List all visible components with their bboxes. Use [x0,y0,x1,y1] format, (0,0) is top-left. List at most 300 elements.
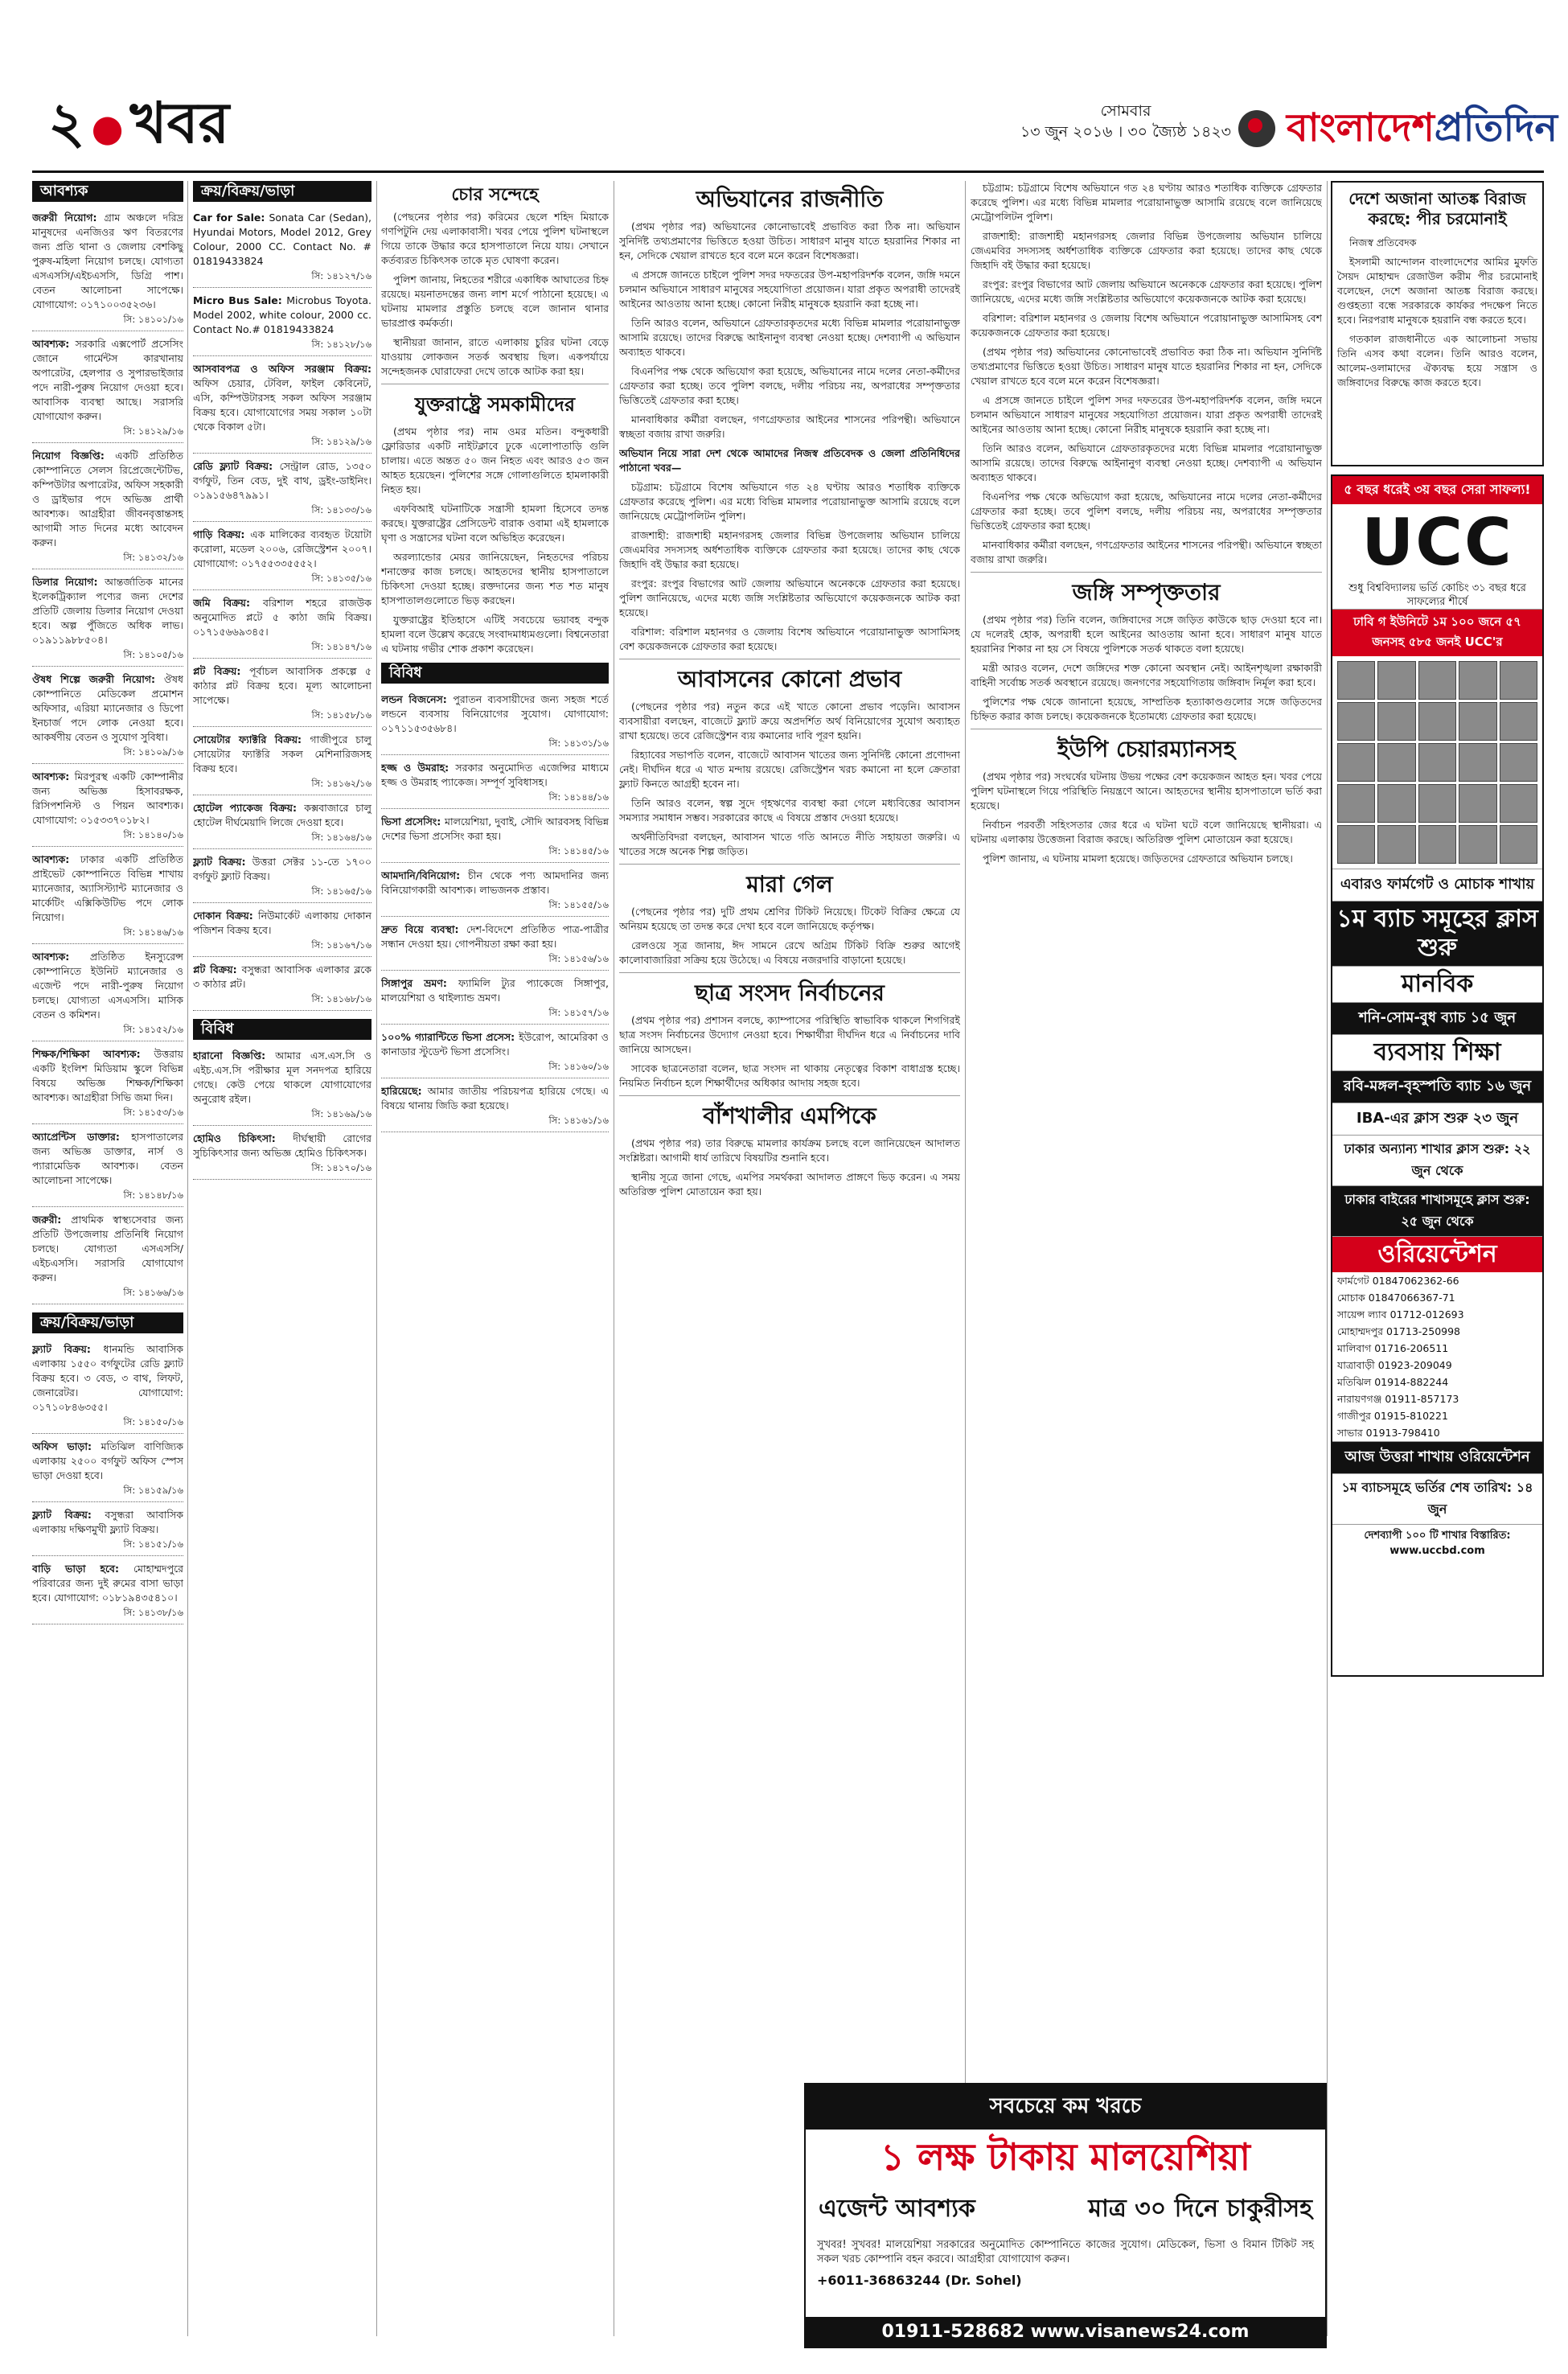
story-paragraph: এ প্রসঙ্গে জানতে চাইলে পুলিশ সদর দফতরের উপ-মহাপরিদর্শক বলেন, জঙ্গি দমনে চলমান অভিযানে সাধারণ মানুষের সহযোগিতা প্রয়োজন। যারা প্রকৃত অপরাধী তাদেরই আইনের আওতায় আনা হচ্ছে। কোনো নিরীহ মানুষকে হয়রানি করা হচ্ছে না। [971,394,1322,435]
story-paragraph: এফবিআই ঘটনাটিকে সন্ত্রাসী হামলা হিসেবে তদন্ত করছে। যুক্তরাষ্ট্রের প্রেসিডেন্ট বারাক ওবামা এই হামলাকে ঘৃণা ও সন্ত্রাসের ঘটনা বলে অভিহিত করেছেন। [381,503,609,544]
student-photo [1500,661,1537,700]
weekday: সোমবার [1100,102,1151,120]
classified-title: গাড়ি বিক্রয়: [193,528,251,540]
classified-code: সি: ১৪১৬৮/১৬ [311,993,371,1004]
classified-code: সি: ১৪১৩২/১৬ [123,552,183,563]
classified-text: উত্তরায় একটি ইংলিশ মিডিয়াম স্কুলে বিভিন্ন বিষয়ে অভিজ্ঞ শিক্ষক/শিক্ষিকা আবশ্যক। আগ্রহীরা সিভি জমা দিন। [32,1048,183,1103]
classified-code: সি: ১৪১২৮/১৬ [311,339,371,350]
classified-text: ধানমন্ডি আবাসিক এলাকায় ১৫৫০ বর্গফুটের রেডি ফ্ল্যাট বিক্রয় হবে। ৩ বেড, ৩ বাথ, লিফট, জেনারেটর। যোগাযোগ: ০১৭১০৮৪৬৩৫৫। [32,1343,183,1413]
branch-contact: ফার্মগেট 01847062362-66 [1337,1275,1459,1287]
branch-contact: মোচাক 01847066367-71 [1337,1292,1455,1304]
classified-code: সি: ১৪১৩৮/১৬ [123,1607,183,1618]
story-headline: অভিযানের রাজনীতি [696,186,884,212]
student-photo [1377,702,1415,741]
malaysia-job-ad [804,2083,1327,2348]
story-paragraph: রিহ্যাবের সভাপতি বলেন, বাজেটে আবাসন খাতের জন্য সুনির্দিষ্ট কোনো প্রণোদনা নেই। দীর্ঘদিন ধরে এ খাত মন্দায় রয়েছে। রেজিস্ট্রেশন খরচ কমানো না হলে ক্রেতারা ফ্ল্যাট কিনতে আগ্রহী হবেন না। [619,749,960,790]
story-paragraph: চট্টগ্রাম: চট্টগ্রামে বিশেষ অভিযানে গত ২৪ ঘণ্টায় আরও শতাধিক ব্যক্তিকে গ্রেফতার করেছে পুলিশ। এর মধ্যে বিভিন্ন মামলার পরোয়ানাভুক্ত আসামি রয়েছে বলে জানিয়েছে মেট্রোপলিটন পুলিশ। [971,182,1322,223]
globe-icon [1238,110,1275,147]
story-paragraph: নিজস্ব প্রতিবেদক [1349,236,1417,248]
classified-text: সরকার অনুমোদিত এজেন্সির মাধ্যমে হজ্জ ও উমরাহ প্যাকেজ। সম্পূর্ণ সুবিধাসহ। [381,762,609,788]
classified-title: ভিসা প্রসেসিং: [381,815,445,828]
ad-text-line: দেশব্যাপী ১০০ টি শাখার বিস্তারিত: www.uccbd.com [1332,1524,1542,1560]
classified-text: ঔষধ কোম্পানিতে মেডিকেল প্রমোশন অফিসার, এরিয়া ম্যানেজার ও ডিপো ইনচার্জ পদে লোক নেওয়া হবে। আকর্ষণীয় বেতন ও সুযোগ সুবিধা। [32,673,183,743]
story-body [619,220,960,442]
story-paragraph: মানবাধিকার কর্মীরা বলছেন, গণগ্রেফতার আইনের শাসনের পরিপন্থী। অভিযানে স্বচ্ছতা বজায় রাখা জরুরি। [619,413,960,440]
story-paragraph: রংপুর: রংপুর বিভাগের আট জেলায় অভিযানে অনেককে গ্রেফতার করা হয়েছে। পুলিশ জানিয়েছে, এদের মধ্যে জঙ্গি সংশ্লিষ্টতার অভিযোগে কয়েকজনকে আটক করা হয়েছে। [971,278,1322,305]
classified-code: সি: ১৪১৪৮/১৬ [123,1189,183,1201]
story-paragraph: তিনি আরও বলেন, স্বল্প সুদে গৃহঋণের ব্যবস্থা করা গেলে মধ্যবিত্তের আবাসন সমস্যার সমাধান সম্ভব। সরকারের কাছে এ বিষয়ে প্রস্তাব দেওয়া হয়েছে। [619,797,960,824]
classified-text: উত্তরা সেক্টর ১১-তে ১৭০০ বর্গফুট ফ্ল্যাট বিক্রয়। [193,856,371,882]
story-paragraph: (পেছনের পৃষ্ঠার পর) করিমের ছেলে শহিদ মিয়াকে গণপিটুনি দেয় এলাকাবাসী। খবর পেয়ে পুলিশ ঘটনাস্থলে গিয়ে তাকে উদ্ধার করে হাসপাতালে নিয়ে যায়। সেখানে কর্তব্যরত চিকিৎসক তাকে মৃত ঘোষণা করেন। [381,211,609,266]
classified-code: সি: ১৪১৬৪/১৬ [311,832,371,843]
ad-text-line: ঢাকার বাইরের শাখাসমূহে ক্লাস শুরু: ২৫ জুন থেকে [1332,1185,1542,1236]
classified-ad [32,1505,183,1556]
story-body [381,210,609,379]
classified-ad [381,812,609,863]
classified-ad [32,1437,183,1502]
classified-text: সেন্ট্রাল রোড, ১৩৫০ বর্গফুট, তিন বেড, দুই বাথ, ড্রইং-ডাইনিং। ০১৯১৫৬৪৭৯৯১। [193,460,371,501]
classified-code: সি: ১৪১৬৭/১৬ [311,939,371,951]
story-body [381,425,609,656]
classified-code: সি: ১৪১৬৬/১৬ [123,1287,183,1298]
section-heading: ক্রয়/বিক্রয়/ভাড়া [193,181,371,202]
classified-ad [381,974,609,1025]
classified-code: সি: ১৪১০৯/১৬ [123,746,183,758]
story-headline: চোর সন্দেহে [451,185,539,205]
classified-title: দোকান বিক্রয়: [193,910,258,922]
story-paragraph: বরিশাল: বরিশাল মহানগর ও জেলায় বিশেষ অভিযানে পরোয়ানাভুক্ত আসামিসহ বেশ কয়েকজনকে গ্রেফতার করা হয়েছে। [971,312,1322,339]
section-name: খবর [129,89,230,156]
classified-text: মোহাম্মদপুরে পরিবারের জন্য দুই রুমের বাসা ভাড়া হবে। যোগাযোগ: ০১৮১৯৪৩৫৪১০। [32,1563,183,1604]
section-heading: বিবিধ [193,1019,371,1040]
date-block [1013,101,1238,142]
boxed-story [1331,181,1544,466]
classified-text: কক্সবাজারে চালু হোটেল দীর্ঘমেয়াদি লিজে দেওয়া হবে। [193,802,371,828]
story-paragraph: (পেছনের পৃষ্ঠার পর) দুটি প্রথম শ্রেণির টিকিট নিয়েছে। টিকেট বিক্রির ক্ষেত্রে যে অনিয়ম হয়েছে তা তদন্ত করে দেখা হবে বলে জানিয়েছে কর্তৃপক্ষ। [619,906,960,932]
classified-ad [193,457,371,522]
branch-contact: মতিঝিল 01914-882244 [1337,1376,1449,1388]
classified-ad [32,1210,183,1304]
classified-text: ঢাকার একটি প্রতিষ্ঠিত প্রাইভেট কোম্পানিতে বিভিন্ন শাখায় ম্যানেজার, অ্যাসিস্ট্যান্ট ম্যানেজার ও মার্কেটিং এক্সিকিউটিভ পদে লোক নিয়োগ। [32,853,183,923]
classified-title: হজ্জ ও উমরাহ: [381,762,456,774]
story-headline: ছাত্র সংসদ নির্বাচনের [619,972,960,1007]
classified-ad [32,850,183,944]
classified-code: সি: ১৪১০৫/১৬ [123,649,183,660]
classified-text: Microbus Toyota. Model 2002, white colour, 2000 cc. Contact No.# 01819433824 [193,294,371,335]
story-paragraph: (প্রথম পৃষ্ঠার পর) অভিযানের কোনোভাবেই প্রভাবিত করা ঠিক না। অভিযান সুনির্দিষ্ট তথ্যপ্রমাণের ভিত্তিতে হওয়া উচিত। সাধারণ মানুষ যাতে হয়রানির শিকার না হন, সেদিকে খেয়াল রাখতে হবে বলে মনে করেন বিশেষজ্ঞরা। [971,346,1322,387]
story-headline: আবাসনের কোনো প্রভাব [619,659,960,693]
ad-text-line: ওরিয়েন্টেশন [1332,1236,1542,1272]
classified-title: ফ্ল্যাট বিক্রয়: [32,1509,105,1521]
classified-text: প্রাথমিক স্বাস্থ্যসেবার জন্য প্রতিটি উপজেলায় প্রতিনিধি নিয়োগ চলছে। যোগ্যতা এসএসসি/এইচএসসি। সরাসরি যোগাযোগ করুন। [32,1214,183,1284]
story-paragraph: চট্টগ্রাম: চট্টগ্রামে বিশেষ অভিযানে গত ২৪ ঘণ্টায় আরও শতাধিক ব্যক্তিকে গ্রেফতার করেছে পুলিশ। এর মধ্যে বিভিন্ন মামলার পরোয়ানাভুক্ত আসামি রয়েছে বলে জানিয়েছে মেট্রোপলিটন পুলিশ। [619,481,960,522]
classified-ad [381,920,609,971]
classified-text: পূর্বাচল আবাসিক প্রকল্পে ৫ কাঠার প্লট বিক্রয় হবে। মূল্য আলোচনা সাপেক্ষে। [193,665,371,706]
student-photo-grid [1332,656,1542,869]
student-photo [1418,702,1456,741]
classified-code: সি: ১৪১৪০/১৬ [123,829,183,840]
classified-ad [193,730,371,795]
classified-code: সি: ১৪১৪৪/১৬ [548,791,609,803]
classified-title: হারিয়েছে: [381,1085,428,1097]
ad-agent-text: এজেন্ট আবশ্যক [819,2195,975,2223]
story-paragraph: (প্রথম পৃষ্ঠার পর) অভিযানের কোনোভাবেই প্রভাবিত করা ঠিক না। অভিযান সুনির্দিষ্ট তথ্যপ্রমাণের ভিত্তিতে হওয়া উচিত। সাধারণ মানুষ যাতে হয়রানির শিকার না হন, সেদিকে খেয়াল রাখতে হবে বলে মনে করেন বিশেষজ্ঞরা। [619,220,960,261]
classified-title: আবশ্যক: [32,951,90,963]
red-dot-icon: ● [91,106,124,150]
story-paragraph: গতকাল রাজধানীতে এক আলোচনা সভায় তিনি এসব কথা বলেন। তিনি আরও বলেন, আলেম-ওলামাদের ঐক্যবদ্ধ হয়ে সন্ত্রাস ও জঙ্গিবাদের বিরুদ্ধে কাজ করতে হবে। [1337,333,1537,388]
student-photo [1337,661,1375,700]
classified-list [32,208,183,1304]
ad-text-line: রবি-মঙ্গল-বৃহস্পতি ব্যাচ ১৬ জুন [1332,1070,1542,1103]
news-column-3 [381,181,609,2336]
classified-title: Car for Sale: [193,212,269,224]
ucc-coaching-ad [1331,474,1544,1677]
student-photo [1500,743,1537,782]
classified-code: সি: ১৪১৫২/১৬ [123,1024,183,1035]
classified-title: হারানো বিজ্ঞপ্তি: [193,1049,276,1062]
ad-text-line: শনি-সোম-বুধ ব্যাচ ১৫ জুন [1332,1002,1542,1034]
classified-ad [381,758,609,809]
classified-list [193,208,371,1011]
classified-ad [381,1028,609,1078]
branch-contact: সায়েন্স ল্যাব 01712-012693 [1337,1308,1464,1320]
classified-text: সরকারি এক্সপোর্ট প্রসেসিং জোনে গার্মেন্টস কারখানায় অপারেটর, হেলপার ও সুপারভাইজার পদে নারী-পুরুষ নিয়োগ দেওয়া হবে। আবাসিক ব্যবস্থা আছে। সরাসরি যোগাযোগ করুন। [32,338,183,422]
classified-ad [193,1046,371,1126]
date-text: ১৩ জুন ২০১৬ । ৩০ জ্যৈষ্ঠ ১৪২৩ [1020,123,1232,141]
ad-banner: ৫ বছর ধরেই ৩য় বছর সেরা সাফল্য! [1332,476,1542,504]
classified-text: মতিঝিল বাণিজ্যিক এলাকায় ২৫০০ বর্গফুট অফিস স্পেস ভাড়া দেওয়া হবে। [32,1440,183,1481]
student-photo [1377,784,1415,823]
story-paragraph: এ প্রসঙ্গে জানতে চাইলে পুলিশ সদর দফতরের উপ-মহাপরিদর্শক বলেন, জঙ্গি দমনে চলমান অভিযানে সাধারণ মানুষের সহযোগিতা প্রয়োজন। যারা প্রকৃত অপরাধী তাদেরই আইনের আওতায় আনা হচ্ছে। কোনো নিরীহ মানুষকে হয়রানি করা হচ্ছে না। [619,269,960,310]
classified-title: ১০০% গ্যারান্টিতে ভিসা প্রসেস: [381,1031,519,1043]
classified-text: ইউরোপ, আমেরিকা ও কানাডার স্টুডেন্ট ভিসা প্রসেসিং। [381,1031,609,1058]
branch-contact: মালিবাগ 01716-206511 [1337,1342,1449,1354]
story-headline: মারা গেল [619,864,960,898]
student-photo [1377,661,1415,700]
story-paragraph: সাবেক ছাত্রনেতারা বলেন, ছাত্র সংসদ না থাকায় নেতৃত্বের বিকাশ বাধাগ্রস্ত হচ্ছে। নিয়মিত নির্বাচন হলে শিক্ষার্থীদের অধিকার আদায় সহজ হবে। [619,1062,960,1089]
ad-top-line: সবচেয়ে কম খরচে [806,2084,1325,2130]
ad-footer: 01911-528682 www.visanews24.com [806,2317,1325,2347]
classified-ad [32,1127,183,1207]
newspaper-logo [1238,92,1558,157]
branch-contact: নারায়ণগঞ্জ 01911-857173 [1337,1393,1459,1405]
classified-code: সি: ১৪১৪৭/১৬ [311,641,371,652]
classified-title: প্লট বিক্রয়: [193,963,242,975]
classified-code: সি: ১৪১২৯/১৬ [311,436,371,447]
classified-code: সি: ১৪১৬২/১৬ [311,778,371,789]
student-photo [1500,825,1537,864]
classified-ad [193,960,371,1011]
story-paragraph: রাজশাহী: রাজশাহী মহানগরসহ জেলার বিভিন্ন উপজেলায় অভিযান চালিয়ে জেএমবির সদস্যসহ অর্ধশতাধিক ব্যক্তিকে গ্রেফতার করা হয়েছে। তাদের কাছ থেকে জিহাদি বই উদ্ধার করা হয়েছে। [619,529,960,570]
classified-code: সি: ১৪১৬০/১৬ [548,1061,609,1072]
classified-list [32,1340,183,1624]
classified-title: জরুরী: [32,1214,72,1226]
story-body [971,613,1322,724]
story-paragraph: (প্রথম পৃষ্ঠার পর) সংঘর্ষের ঘটনায় উভয় পক্ষের বেশ কয়েকজন আহত হন। খবর পেয়ে পুলিশ ঘটনাস্থলে গিয়ে পরিস্থিতি নিয়ন্ত্রণে আনে। আহতদের স্থানীয় হাসপাতালে ভর্তি করা হয়েছে। [971,770,1322,811]
story-body [971,770,1322,866]
classified-text: গ্রাম অঞ্চলে দরিদ্র মানুষদের এনজিওর ঋণ বিতরণের জন্য প্রতি থানা ও জেলায় বেশকিছু পুরুষ-মহিলা নিয়োগ চলছে। যোগ্যতা এসএসসি/এইচএসসি, ডিগ্রি পাশ। বেতন আলোচনা সাপেক্ষে। যোগাযোগ: ০১৭১০০৩৫২৩৬। [32,212,183,310]
ad-text-line: ঢাকার অন্যান্য শাখার ক্লাস শুরু: ২২ জুন থেকে [1332,1135,1542,1185]
ucc-logo: UCC [1361,505,1513,580]
classified-code: সি: ১৪১৫১/১৬ [123,1538,183,1550]
classified-ad [32,1045,183,1124]
story-paragraph: মানবাধিকার কর্মীরা বলছেন, গণগ্রেফতার আইনের শাসনের পরিপন্থী। অভিযানে স্বচ্ছতা বজায় রাখা জরুরি। [971,539,1322,565]
classified-title: হোটেল প্যাকেজ বিক্রয়: [193,802,305,814]
classified-code: সি: ১৪১২৭/১৬ [311,270,371,281]
classifieds-column-1 [32,181,183,2336]
classified-code: সি: ১৪১২৯/১৬ [123,425,183,437]
classified-title: প্লট বিক্রয়: [193,665,250,677]
classified-text: অফিস চেয়ার, টেবিল, ফাইল কেবিনেট, এসি, কম্পিউটারসহ সকল অফিস সরঞ্জাম বিক্রয় হবে। যোগাযোগের সময় সকাল ১০টা থেকে বিকাল ৫টা। [193,377,371,433]
classified-ad [193,852,371,903]
masthead-rule [32,170,1544,173]
student-photo [1459,743,1496,782]
story-paragraph: পুলিশ জানায়, নিহতের শরীরে একাধিক আঘাতের চিহ্ন রয়েছে। ময়নাতদন্তের জন্য লাশ মর্গে পাঠানো হয়েছে। এ ঘটনায় মামলার প্রস্তুতি চলছে বলে জানান থানার ভারপ্রাপ্ত কর্মকর্তা। [381,273,609,329]
classified-title: আবশ্যক: [32,338,76,350]
classified-title: জমি বিক্রয়: [193,597,264,609]
story-paragraph: তিনি আরও বলেন, অভিযানে গ্রেফতারকৃতদের মধ্যে বিভিন্ন মামলার পরোয়ানাভুক্ত আসামি রয়েছে। তাদের বিরুদ্ধে আইনানুগ ব্যবস্থা নেওয়া হচ্ছে। দেশব্যাপী এ অভিযান অব্যাহত থাকবে। [619,317,960,358]
classified-ad [193,799,371,849]
classified-code: সি: ১৪১৫৬/১৬ [548,953,609,964]
story-body [971,181,1322,567]
classified-code: সি: ১৪১৪৫/১৬ [548,845,609,856]
classified-title: অ্যাপ্রেন্টিস ডাক্তার: [32,1131,132,1143]
classified-title: দ্রুত বিয়ে ব্যবস্থা: [381,923,466,935]
student-photo [1418,784,1456,823]
classified-ad [193,1129,371,1180]
student-photo [1337,784,1375,823]
classifieds-column-2 [193,181,371,2336]
classified-title: সোয়েটার ফ্যাক্টরি বিক্রয়: [193,733,310,745]
ad-result-line: ঢাবি গ ইউনিটে ১ম ১০০ জনে ৫৭ জনসহ ৫৮৫ জনই UCC'র [1332,609,1542,656]
story-body [619,700,960,859]
page-number: ২ [48,89,85,156]
story-paragraph: যুক্তরাষ্ট্রের ইতিহাসে এটিই সবচেয়ে ভয়াবহ বন্দুক হামলা বলে উল্লেখ করেছে সংবাদমাধ্যমগুলো। বিশ্বনেতারা এ ঘটনায় গভীর শোক প্রকাশ করেছেন। [381,614,609,655]
ad-text-line: ১ম ব্যাচসমূহে ভর্তির শেষ তারিখ: ১৪ জুন [1332,1473,1542,1524]
classified-text: দেশ-বিদেশে প্রতিষ্ঠিত পাত্র-পাত্রীর সন্ধান দেওয়া হয়। গোপনীয়তা রক্ষা করা হয়। [381,923,609,950]
story-headline: ইউপি চেয়ারম্যানসহ [971,729,1322,763]
story-paragraph: (প্রথম পৃষ্ঠার পর) তিনি বলেন, জঙ্গিবাদের সঙ্গে জড়িত কাউকে ছাড় দেওয়া হবে না। যে দলেরই হোক, অপরাধী হলে আইনের আওতায় আনা হবে। সাধারণ মানুষ যাতে হয়রানির শিকার না হয় সে বিষয়ে পুলিশকে সতর্ক থাকতে বলা হয়েছে। [971,614,1322,655]
classified-list [381,690,609,1132]
classified-code: সি: ১৪১৩১/১৬ [548,737,609,749]
student-photo [1459,825,1496,864]
classified-title: ডিলার নিয়োগ: [32,576,105,588]
classified-ad [32,1340,183,1434]
classified-ad [381,866,609,917]
story-paragraph: রংপুর: রংপুর বিভাগের আট জেলায় অভিযানে অনেককে গ্রেফতার করা হয়েছে। পুলিশ জানিয়েছে, এদের মধ্যে জঙ্গি সংশ্লিষ্টতার অভিযোগে কয়েকজনকে আটক করা হয়েছে। [619,577,960,618]
story-paragraph: বিএনপির পক্ষ থেকে অভিযোগ করা হয়েছে, অভিযানের নামে দলের নেতা-কর্মীদের গ্রেফতার করা হচ্ছে। তবে পুলিশ বলছে, দলীয় পরিচয় নয়, অপরাধের সম্পৃক্ততার ভিত্তিতেই গ্রেফতার করা হচ্ছে। [971,491,1322,532]
page-section-label [48,91,229,160]
student-photo [1459,661,1496,700]
story-paragraph: নির্বাচন পরবর্তী সহিংসতার জের ধরে এ ঘটনা ঘটে বলে জানিয়েছে স্থানীয়রা। এ ঘটনায় এলাকায় উত্তেজনা বিরাজ করছে। অতিরিক্ত পুলিশ মোতায়েন করা হয়েছে। [971,819,1322,845]
classified-ad [193,291,371,356]
classified-code: সি: ১৪১৫৮/১৬ [311,709,371,721]
news-column-4 [619,181,960,2336]
classified-text: চীন থেকে পণ্য আমদানির জন্য বিনিয়োগকারী আবশ্যক। লাভজনক প্রস্তাব। [381,869,609,896]
student-photo [1459,784,1496,823]
classified-text: নিউমার্কেট এলাকায় দোকান পজিশন বিক্রয় হবে। [193,910,371,936]
classified-title: লন্ডন বিজনেস: [381,693,454,705]
classified-code: সি: ১৪১৬১/১৬ [548,1115,609,1126]
classified-text: বরিশাল শহরে রাজউক অনুমোদিত প্লটে ৫ কাঠা জমি বিক্রয়। ০১৭১৫৬৬৯৩৪৫। [193,597,371,638]
branch-contact: যাত্রাবাড়ী 01923-209049 [1337,1359,1452,1371]
section-heading: আবশ্যক [32,181,183,202]
classified-ad [193,208,371,288]
classified-text: আন্তর্জাতিক মানের ইলেকট্রিক্যাল পণ্যের জন্য দেশের প্রতিটি জেলায় ডিলার নিয়োগ দেওয়া হবে। অল্প পুঁজিতে অধিক লাভ। ০১৯১১৯৮৮৫০৪। [32,576,183,646]
story-subhead: অভিযান নিয়ে সারা দেশ থেকে আমাদের নিজস্ব প্রতিবেদক ও জেলা প্রতিনিধিদের পাঠানো খবর— [619,447,960,474]
classified-code: সি: ১৪১৩৩/১৬ [311,504,371,515]
student-photo [1337,702,1375,741]
classified-ad [193,662,371,727]
classified-code: সি: ১৪১৬৯/১৬ [311,1108,371,1119]
ad-text-line: আজ উত্তরা শাখায় ওরিয়েন্টেশন [1332,1441,1542,1473]
story-headline: জঙ্গি সম্পৃক্ততার [971,572,1322,606]
story-paragraph: বরিশাল: বরিশাল মহানগর ও জেলায় বিশেষ অভিযানে পরোয়ানাভুক্ত আসামিসহ বেশ কয়েকজনকে গ্রেফতার করা হয়েছে। [619,626,960,652]
classified-title: হোমিও চিকিৎসা: [193,1132,293,1144]
student-photo [1500,702,1537,741]
classified-text: একটি প্রতিষ্ঠিত কোম্পানিতে সেলস রিপ্রেজেন্টেটিভ, কম্পিউটার অপারেটর, অফিস সহকারী ও ড্রাইভার পদে অভিজ্ঞ প্রার্থী আবশ্যক। আগ্রহীরা জীবনবৃত্তান্তসহ আগামী সাত দিনের মধ্যে আবেদন করুন। [32,450,183,548]
story-paragraph: অরল্যান্ডোর মেয়র জানিয়েছেন, নিহতদের পরিচয় শনাক্তের কাজ চলছে। আহতদের স্থানীয় হাসপাতালে চিকিৎসা দেওয়া হচ্ছে। রক্তদানের জন্য শত শত মানুষ হাসপাতালগুলোতে ভিড় করছেন। [381,551,609,606]
classified-code: সি: ১৪১৫৩/১৬ [123,1107,183,1118]
classified-code: সি: ১৪১০১/১৬ [123,314,183,325]
story-paragraph: স্থানীয় সূত্রে জানা গেছে, এমপির সমর্থকরা আদালত প্রাঙ্গণে ভিড় করেন। এ সময় অতিরিক্ত পুলিশ মোতায়েন করা হয়। [619,1171,960,1197]
story-paragraph: রেলওয়ে সূত্র জানায়, ঈদ সামনে রেখে অগ্রিম টিকিট বিক্রি শুরুর আগেই কালোবাজারিরা সক্রিয় হয়ে উঠেছে। এ বিষয়ে নজরদারি বাড়ানো হয়েছে। [619,939,960,966]
story-body [619,1013,960,1090]
column-divider [187,181,188,2336]
classified-ad [32,208,183,331]
ad-row [806,2184,1325,2235]
ad-tagline: শুধু বিশ্ববিদ্যালয় ভর্তি কোচিং ৩১ বছর ধরে সাফল্যের শীর্ষে [1348,582,1526,608]
classified-text: আমার এস.এস.সি ও এইচ.এস.সি পরীক্ষার মূল সনদপত্র হারিয়ে গেছে। কেউ পেয়ে থাকলে যোগাযোগের অনুরোধ রইল। [193,1049,371,1105]
story-paragraph: (প্রথম পৃষ্ঠার পর) তার বিরুদ্ধে মামলার কার্যক্রম চলছে বলে জানিয়েছেন আদালত সংশ্লিষ্টরা। আগামী ধার্য তারিখে বিষয়টির শুনানি হবে। [619,1137,960,1164]
classified-text: প্রতিষ্ঠিত ইনস্যুরেন্স কোম্পানিতে ইউনিট ম্যানেজার ও এজেন্ট পদে নারী-পুরুষ নিয়োগ চলছে। যোগ্যতা এসএসসি। মাসিক বেতন ও কমিশন। [32,951,183,1021]
section-heading: বিবিধ [381,663,609,684]
story-body [619,480,960,654]
branch-contact: মোহাম্মদপুর 01713-250998 [1337,1325,1461,1337]
ad-text-line: IBA-এর ক্লাস শুরু ২৩ জুন [1332,1103,1542,1135]
classified-title: বাড়ি ভাড়া হবে: [32,1563,133,1575]
classified-text: মালয়েশিয়া, দুবাই, সৌদি আরবসহ বিভিন্ন দেশের ভিসা প্রসেসিং করা হয়। [381,815,609,842]
classified-title: আবশ্যক: [32,770,75,782]
story-headline: দেশে অজানা আতঙ্ক বিরাজ করছে: পীর চরমোনাই [1348,189,1526,228]
column-divider [965,181,966,2336]
classified-code: সি: ১৪১৬৫/১৬ [311,885,371,897]
ad-text-line: ১ম ব্যাচ সমূহের ক্লাস শুরু [1332,901,1542,966]
classified-ad [32,335,183,443]
classified-code: সি: ১৪১৫৭/১৬ [548,1007,609,1018]
branch-contact-list [1332,1272,1542,1441]
classified-text: বসুন্ধরা আবাসিক এলাকায় দক্ষিণমুখী ফ্ল্যাট বিক্রয়। [32,1509,183,1535]
story-paragraph: মন্ত্রী আরও বলেন, দেশে জঙ্গিদের শক্ত কোনো অবস্থান নেই। আইনশৃঙ্খলা রক্ষাকারী বাহিনী সর্বোচ্চ সতর্ক অবস্থানে রয়েছে। জনগণের সহযোগিতায় জঙ্গিবাদ নির্মূল করা হবে। [971,662,1322,688]
ad-text-line: ব্যবসায় শিক্ষা [1332,1034,1542,1070]
student-photo [1377,743,1415,782]
classified-title: জরুরী নিয়োগ: [32,212,105,224]
student-photo [1337,743,1375,782]
student-photo [1418,661,1456,700]
classified-text: ফ্যামিলি ট্যুর প্যাকেজে সিঙ্গাপুর, মালয়েশিয়া ও থাইল্যান্ড ভ্রমণ। [381,977,609,1004]
student-photo [1337,825,1375,864]
classified-code: সি: ১৪১৫৫/১৬ [548,899,609,910]
classified-text: বসুন্ধরা আবাসিক এলাকার ব্লকে ৩ কাঠার প্লট। [193,963,371,990]
student-photo [1418,825,1456,864]
story-body [619,1136,960,1199]
brand-name: বাংলাদেশপ্রতিদিন [1287,105,1558,150]
story-paragraph: ইসলামী আন্দোলন বাংলাদেশের আমির মুফতি সৈয়দ মোহাম্মদ রেজাউল করীম পীর চরমোনাই বলেছেন, দেশে অজানা আতঙ্ক বিরাজ করছে। গুপ্তহত্যা বন্ধে সরকারকে কার্যকর পদক্ষেপ নিতে হবে। নিরপরাধ মানুষকে হয়রানি বন্ধ করতে হবে। [1337,256,1537,326]
classified-code: সি: ১৪১৪৬/১৬ [123,926,183,938]
classified-title: আবশ্যক: [32,853,80,865]
story-paragraph: বিএনপির পক্ষ থেকে অভিযোগ করা হয়েছে, অভিযানের নামে দলের নেতা-কর্মীদের গ্রেফতার করা হচ্ছে। তবে পুলিশ বলছে, দলীয় পরিচয় নয়, অপরাধের সম্পৃক্ততার ভিত্তিতেই গ্রেফতার করা হচ্ছে। [619,365,960,406]
story-paragraph: (প্রথম পৃষ্ঠার পর) প্রশাসন বলছে, ক্যাম্পাসের পরিস্থিতি স্বাভাবিক থাকলে শিগগিরই ছাত্র সংসদ নির্বাচনের উদ্যোগ নেওয়া হবে। শিক্ষার্থীরা দীর্ঘদিন ধরে এ নির্বাচনের দাবি জানিয়ে আসছেন। [619,1014,960,1055]
classified-title: ফ্ল্যাট বিক্রয়: [32,1343,104,1355]
classified-text: Sonata Car (Sedan), Hyundai Motors, Model 2012, Grey Colour, 2000 CC. Contact No. # 01819433824 [193,212,371,267]
classified-title: ঔষধ শিল্পে জরুরী নিয়োগ: [32,673,164,685]
classified-code: সি: ১৪১৭০/১৬ [311,1162,371,1173]
news-column-5 [971,181,1322,2071]
branch-contact: গাজীপুর 01915-810221 [1337,1410,1448,1422]
story-paragraph: রাজশাহী: রাজশাহী মহানগরসহ জেলার বিভিন্ন উপজেলায় অভিযান চালিয়ে জেএমবির সদস্যসহ অর্ধশতাধিক ব্যক্তিকে গ্রেফতার করা হয়েছে। তাদের কাছ থেকে জিহাদি বই উদ্ধার করা হয়েছে। [971,230,1322,271]
classified-code: সি: ১৪১৫০/১৬ [123,1416,183,1427]
student-photo [1459,702,1496,741]
story-body [1332,236,1542,390]
story-paragraph: স্থানীয়রা জানান, রাতে এলাকায় চুরির ঘটনা বেড়ে যাওয়ায় লোকজন সতর্ক অবস্থায় ছিল। একপর্যায়ে সন্দেহজনক ঘোরাফেরা দেখে তাকে আটক করা হয়। [381,336,609,377]
story-headline: বাঁশখালীর এমপিকে [619,1095,960,1130]
classified-ad [193,594,371,659]
student-photo [1500,784,1537,823]
classified-text: হাসপাতালের জন্য অভিজ্ঞ ডাক্তার, নার্স ও প্যারামেডিক আবশ্যক। বেতন আলোচনা সাপেক্ষে। [32,1131,183,1186]
section-heading: ক্রয়/বিক্রয়/ভাড়া [32,1312,183,1333]
classified-text: মিরপুরস্থ একটি কোম্পানীর জন্য অভিজ্ঞ হিসাবরক্ষক, রিসিপশনিস্ট ও পিয়ন আবশ্যক। যোগাযোগ: ০১৫৩৩৭০১৮২। [32,770,183,826]
student-photo [1377,825,1415,864]
classified-text: গাজীপুরে চালু সোয়েটার ফ্যাক্টরি সকল মেশিনারিজসহ বিক্রয় হবে। [193,733,371,774]
classified-ad [32,446,183,569]
column-divider [1327,181,1328,2336]
classified-code: সি: ১৪১৩৫/১৬ [311,573,371,584]
classified-ad [193,525,371,590]
story-paragraph: (পেছনের পৃষ্ঠার পর) নতুন করে এই খাতে কোনো প্রভাব পড়েনি। আবাসন ব্যবসায়ীরা বলছেন, বাজেটে ফ্ল্যাট ক্রয়ে অপ্রদর্শিত অর্থ বিনিয়োগের সুযোগ অব্যাহত রাখা হয়েছে। তবে রেজিস্ট্রেশন ব্যয় কমানোর দাবি পূরণ হয়নি। [619,700,960,741]
classified-title: অফিস ভাড়া: [32,1440,101,1452]
story-paragraph: পুলিশ জানায়, এ ঘটনায় মামলা হয়েছে। জড়িতদের গ্রেফতারে অভিযান চলছে। [983,852,1293,865]
classified-ad [193,359,371,454]
classified-title: ফ্ল্যাট বিক্রয়: [193,856,252,868]
classified-ad [32,767,183,847]
classified-title: সিঙ্গাপুর ভ্রমণ: [381,977,458,989]
classified-list [193,1046,371,1180]
classified-ad [381,1082,609,1132]
classified-ad [32,947,183,1041]
branch-contact: সাভার 01913-798410 [1337,1427,1440,1439]
ad-body-text: সুখবর! সুখবর! মালয়েশিয়া সরকারের অনুমোদিত কোম্পানিতে কাজের সুযোগ। মেডিকেল, ভিসা ও বিমান টিকিট সহ সকল খরচ কোম্পানি বহন করবে। আগ্রহীরা যোগাযোগ করুন। [817,2239,1314,2265]
column-divider [376,181,377,2336]
story-paragraph: অর্থনীতিবিদরা বলছেন, আবাসন খাতে গতি আনতে নীতি সহায়তা জরুরি। এ খাতের সঙ্গে অনেক শিল্প জড়িত। [619,831,960,857]
student-photo [1418,743,1456,782]
classified-title: আসবাবপত্র ও অফিস সরঞ্জাম বিক্রয়: [193,363,371,375]
classified-ad [381,690,609,755]
ad-text-line: মানবিক [1332,966,1542,1002]
story-paragraph: (প্রথম পৃষ্ঠার পর) নাম ওমর মতিন। বন্দুকধারী ফ্লোরিডার একটি নাইটক্লাবে ঢুকে এলোপাতাড়ি গুলি চালায়। এতে অন্তত ৫০ জন নিহত এবং আরও ৫৩ জন আহত হয়েছেন। পুলিশের সঙ্গে গোলাগুলিতে হামলাকারী নিহত হয়। [381,425,609,495]
classified-text: দীর্ঘস্থায়ী রোগের সুচিকিৎসার জন্য অভিজ্ঞ হোমিও চিকিৎসক। [193,1132,371,1159]
classified-ad [32,573,183,667]
ad-days-text: মাত্র ৩০ দিনে চাকুরীসহ [1088,2195,1312,2223]
ad-text-line: এবারও ফার্মগেট ও মোচাক শাখায় [1332,869,1542,901]
classified-text: পুরাতন ব্যবসায়ীদের জন্য সহজ শর্তে লন্ডনে ব্যবসায় বিনিয়োগের সুযোগ। যোগাযোগ: ০১৭১১৫৩৫৬৮৪। [381,693,609,734]
classified-ad [32,1559,183,1624]
classified-title: আমদানি/বিনিয়োগ: [381,869,469,881]
classified-ad [32,670,183,764]
classified-ad [193,906,371,957]
ad-main-line: ১ লক্ষ টাকায় মালয়েশিয়া [880,2135,1250,2179]
ad-phone: +6011-36863244 (Dr. Sohel) [817,2273,1022,2288]
story-body [619,905,960,967]
